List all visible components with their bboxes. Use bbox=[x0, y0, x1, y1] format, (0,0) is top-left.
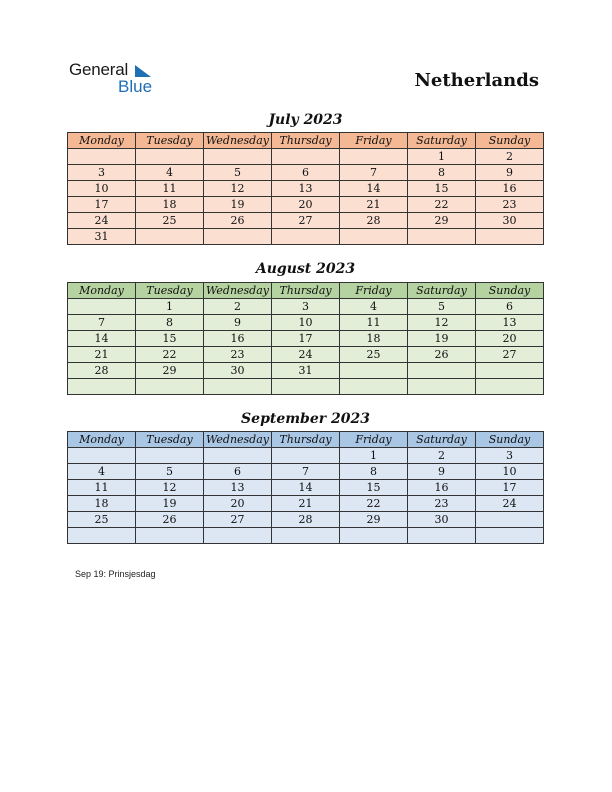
day-cell: 26 bbox=[136, 512, 204, 528]
empty-day-cell bbox=[408, 379, 476, 395]
day-cell: 15 bbox=[408, 181, 476, 197]
day-cell: 17 bbox=[272, 331, 340, 347]
day-cell: 4 bbox=[340, 299, 408, 315]
day-cell: 7 bbox=[340, 165, 408, 181]
week-row bbox=[68, 347, 544, 363]
weekday-header: Monday bbox=[68, 432, 136, 448]
empty-day-cell bbox=[476, 363, 544, 379]
day-cell: 25 bbox=[68, 512, 136, 528]
logo bbox=[69, 60, 169, 96]
day-cell: 30 bbox=[204, 363, 272, 379]
empty-day-cell bbox=[476, 379, 544, 395]
day-cell: 20 bbox=[476, 331, 544, 347]
day-cell: 9 bbox=[204, 315, 272, 331]
week-row bbox=[68, 512, 544, 528]
weekday-header: Wednesday bbox=[204, 133, 272, 149]
day-cell: 10 bbox=[476, 464, 544, 480]
day-cell: 11 bbox=[340, 315, 408, 331]
empty-day-cell bbox=[68, 149, 136, 165]
month-title-september: September 2023 bbox=[241, 411, 370, 427]
weekday-header: Saturday bbox=[408, 283, 476, 299]
empty-day-cell bbox=[272, 448, 340, 464]
day-cell: 1 bbox=[408, 149, 476, 165]
weekday-header: Wednesday bbox=[204, 283, 272, 299]
weekday-header: Tuesday bbox=[136, 283, 204, 299]
day-cell: 31 bbox=[272, 363, 340, 379]
day-cell: 16 bbox=[204, 331, 272, 347]
week-row bbox=[68, 480, 544, 496]
day-cell: 5 bbox=[204, 165, 272, 181]
weekday-header: Thursday bbox=[272, 133, 340, 149]
empty-day-cell bbox=[340, 229, 408, 245]
day-cell: 7 bbox=[68, 315, 136, 331]
day-cell: 18 bbox=[340, 331, 408, 347]
empty-day-cell bbox=[136, 149, 204, 165]
logo-triangle-icon bbox=[133, 63, 153, 79]
holiday-day-cell: 19 bbox=[136, 496, 204, 512]
day-cell: 17 bbox=[476, 480, 544, 496]
day-cell: 16 bbox=[408, 480, 476, 496]
day-cell: 26 bbox=[204, 213, 272, 229]
holiday-note: Sep 19: Prinsjesdag bbox=[75, 569, 156, 579]
day-cell: 4 bbox=[136, 165, 204, 181]
empty-day-cell bbox=[476, 229, 544, 245]
empty-day-cell bbox=[68, 528, 136, 544]
empty-day-cell bbox=[408, 363, 476, 379]
calendar-september bbox=[67, 431, 544, 544]
day-cell: 15 bbox=[340, 480, 408, 496]
week-row bbox=[68, 213, 544, 229]
empty-day-cell bbox=[340, 363, 408, 379]
day-cell: 22 bbox=[136, 347, 204, 363]
empty-day-cell bbox=[204, 229, 272, 245]
day-cell: 8 bbox=[136, 315, 204, 331]
weekday-header: Friday bbox=[340, 432, 408, 448]
day-cell: 27 bbox=[476, 347, 544, 363]
empty-day-cell bbox=[408, 229, 476, 245]
weekday-header: Monday bbox=[68, 283, 136, 299]
week-row bbox=[68, 331, 544, 347]
empty-day-cell bbox=[68, 299, 136, 315]
week-row bbox=[68, 299, 544, 315]
empty-day-cell bbox=[340, 149, 408, 165]
weekday-header: Saturday bbox=[408, 432, 476, 448]
calendar-august bbox=[67, 282, 544, 395]
week-row bbox=[68, 229, 544, 245]
day-cell: 1 bbox=[340, 448, 408, 464]
week-row bbox=[68, 448, 544, 464]
day-cell: 20 bbox=[272, 197, 340, 213]
day-cell: 24 bbox=[476, 496, 544, 512]
day-cell: 10 bbox=[272, 315, 340, 331]
empty-day-cell bbox=[272, 229, 340, 245]
day-cell: 14 bbox=[272, 480, 340, 496]
empty-day-cell bbox=[204, 448, 272, 464]
empty-day-cell bbox=[204, 379, 272, 395]
day-cell: 3 bbox=[272, 299, 340, 315]
week-row bbox=[68, 149, 544, 165]
day-cell: 19 bbox=[204, 197, 272, 213]
empty-day-cell bbox=[204, 149, 272, 165]
weekday-header: Saturday bbox=[408, 133, 476, 149]
day-cell: 25 bbox=[136, 213, 204, 229]
day-cell: 21 bbox=[340, 197, 408, 213]
day-cell: 12 bbox=[204, 181, 272, 197]
calendar-july bbox=[67, 132, 544, 245]
weekday-header: Sunday bbox=[476, 283, 544, 299]
empty-day-cell bbox=[136, 229, 204, 245]
day-cell: 9 bbox=[476, 165, 544, 181]
day-cell: 29 bbox=[136, 363, 204, 379]
day-cell: 5 bbox=[136, 464, 204, 480]
day-cell: 18 bbox=[68, 496, 136, 512]
weekday-header: Thursday bbox=[272, 432, 340, 448]
day-cell: 29 bbox=[340, 512, 408, 528]
day-cell: 23 bbox=[408, 496, 476, 512]
month-title-august: August 2023 bbox=[255, 261, 356, 277]
day-cell: 2 bbox=[408, 448, 476, 464]
weekday-header-row bbox=[68, 283, 544, 299]
week-row bbox=[68, 363, 544, 379]
day-cell: 25 bbox=[340, 347, 408, 363]
day-cell: 30 bbox=[408, 512, 476, 528]
day-cell: 7 bbox=[272, 464, 340, 480]
weekday-header: Tuesday bbox=[136, 133, 204, 149]
empty-day-cell bbox=[136, 448, 204, 464]
day-cell: 13 bbox=[272, 181, 340, 197]
empty-day-cell bbox=[408, 528, 476, 544]
day-cell: 6 bbox=[272, 165, 340, 181]
weekday-header: Friday bbox=[340, 283, 408, 299]
logo-general-text: General bbox=[69, 60, 129, 79]
country-title: Netherlands bbox=[414, 70, 539, 91]
day-cell: 28 bbox=[340, 213, 408, 229]
week-row bbox=[68, 379, 544, 395]
day-cell: 18 bbox=[136, 197, 204, 213]
weekday-header: Tuesday bbox=[136, 432, 204, 448]
day-cell: 21 bbox=[68, 347, 136, 363]
empty-day-cell bbox=[136, 379, 204, 395]
week-row bbox=[68, 181, 544, 197]
day-cell: 24 bbox=[68, 213, 136, 229]
day-cell: 4 bbox=[68, 464, 136, 480]
day-cell: 28 bbox=[68, 363, 136, 379]
day-cell: 9 bbox=[408, 464, 476, 480]
week-row bbox=[68, 165, 544, 181]
empty-day-cell bbox=[476, 512, 544, 528]
day-cell: 28 bbox=[272, 512, 340, 528]
empty-day-cell bbox=[340, 528, 408, 544]
day-cell: 22 bbox=[340, 496, 408, 512]
weekday-header-row bbox=[68, 432, 544, 448]
week-row bbox=[68, 315, 544, 331]
empty-day-cell bbox=[68, 379, 136, 395]
day-cell: 22 bbox=[408, 197, 476, 213]
day-cell: 31 bbox=[68, 229, 136, 245]
day-cell: 1 bbox=[136, 299, 204, 315]
day-cell: 13 bbox=[204, 480, 272, 496]
empty-day-cell bbox=[68, 448, 136, 464]
day-cell: 24 bbox=[272, 347, 340, 363]
day-cell: 20 bbox=[204, 496, 272, 512]
day-cell: 30 bbox=[476, 213, 544, 229]
empty-day-cell bbox=[272, 528, 340, 544]
day-cell: 23 bbox=[476, 197, 544, 213]
weekday-header: Friday bbox=[340, 133, 408, 149]
day-cell: 14 bbox=[340, 181, 408, 197]
day-cell: 27 bbox=[272, 213, 340, 229]
day-cell: 8 bbox=[340, 464, 408, 480]
weekday-header: Monday bbox=[68, 133, 136, 149]
empty-day-cell bbox=[204, 528, 272, 544]
day-cell: 15 bbox=[136, 331, 204, 347]
week-row bbox=[68, 464, 544, 480]
day-cell: 13 bbox=[476, 315, 544, 331]
day-cell: 2 bbox=[204, 299, 272, 315]
day-cell: 29 bbox=[408, 213, 476, 229]
day-cell: 3 bbox=[68, 165, 136, 181]
day-cell: 5 bbox=[408, 299, 476, 315]
logo-blue-text: Blue bbox=[118, 77, 153, 96]
month-title-july: July 2023 bbox=[268, 112, 343, 128]
day-cell: 14 bbox=[68, 331, 136, 347]
week-row bbox=[68, 528, 544, 544]
day-cell: 8 bbox=[408, 165, 476, 181]
day-cell: 12 bbox=[136, 480, 204, 496]
day-cell: 10 bbox=[68, 181, 136, 197]
week-row bbox=[68, 496, 544, 512]
empty-day-cell bbox=[340, 379, 408, 395]
weekday-header: Thursday bbox=[272, 283, 340, 299]
empty-day-cell bbox=[476, 528, 544, 544]
empty-day-cell bbox=[272, 379, 340, 395]
day-cell: 17 bbox=[68, 197, 136, 213]
day-cell: 16 bbox=[476, 181, 544, 197]
weekday-header: Sunday bbox=[476, 432, 544, 448]
weekday-header: Wednesday bbox=[204, 432, 272, 448]
weekday-header-row bbox=[68, 133, 544, 149]
empty-day-cell bbox=[136, 528, 204, 544]
day-cell: 2 bbox=[476, 149, 544, 165]
day-cell: 3 bbox=[476, 448, 544, 464]
day-cell: 21 bbox=[272, 496, 340, 512]
week-row bbox=[68, 197, 544, 213]
day-cell: 12 bbox=[408, 315, 476, 331]
day-cell: 6 bbox=[476, 299, 544, 315]
weekday-header: Sunday bbox=[476, 133, 544, 149]
day-cell: 11 bbox=[68, 480, 136, 496]
day-cell: 11 bbox=[136, 181, 204, 197]
empty-day-cell bbox=[272, 149, 340, 165]
day-cell: 6 bbox=[204, 464, 272, 480]
day-cell: 27 bbox=[204, 512, 272, 528]
day-cell: 26 bbox=[408, 347, 476, 363]
day-cell: 23 bbox=[204, 347, 272, 363]
day-cell: 19 bbox=[408, 331, 476, 347]
